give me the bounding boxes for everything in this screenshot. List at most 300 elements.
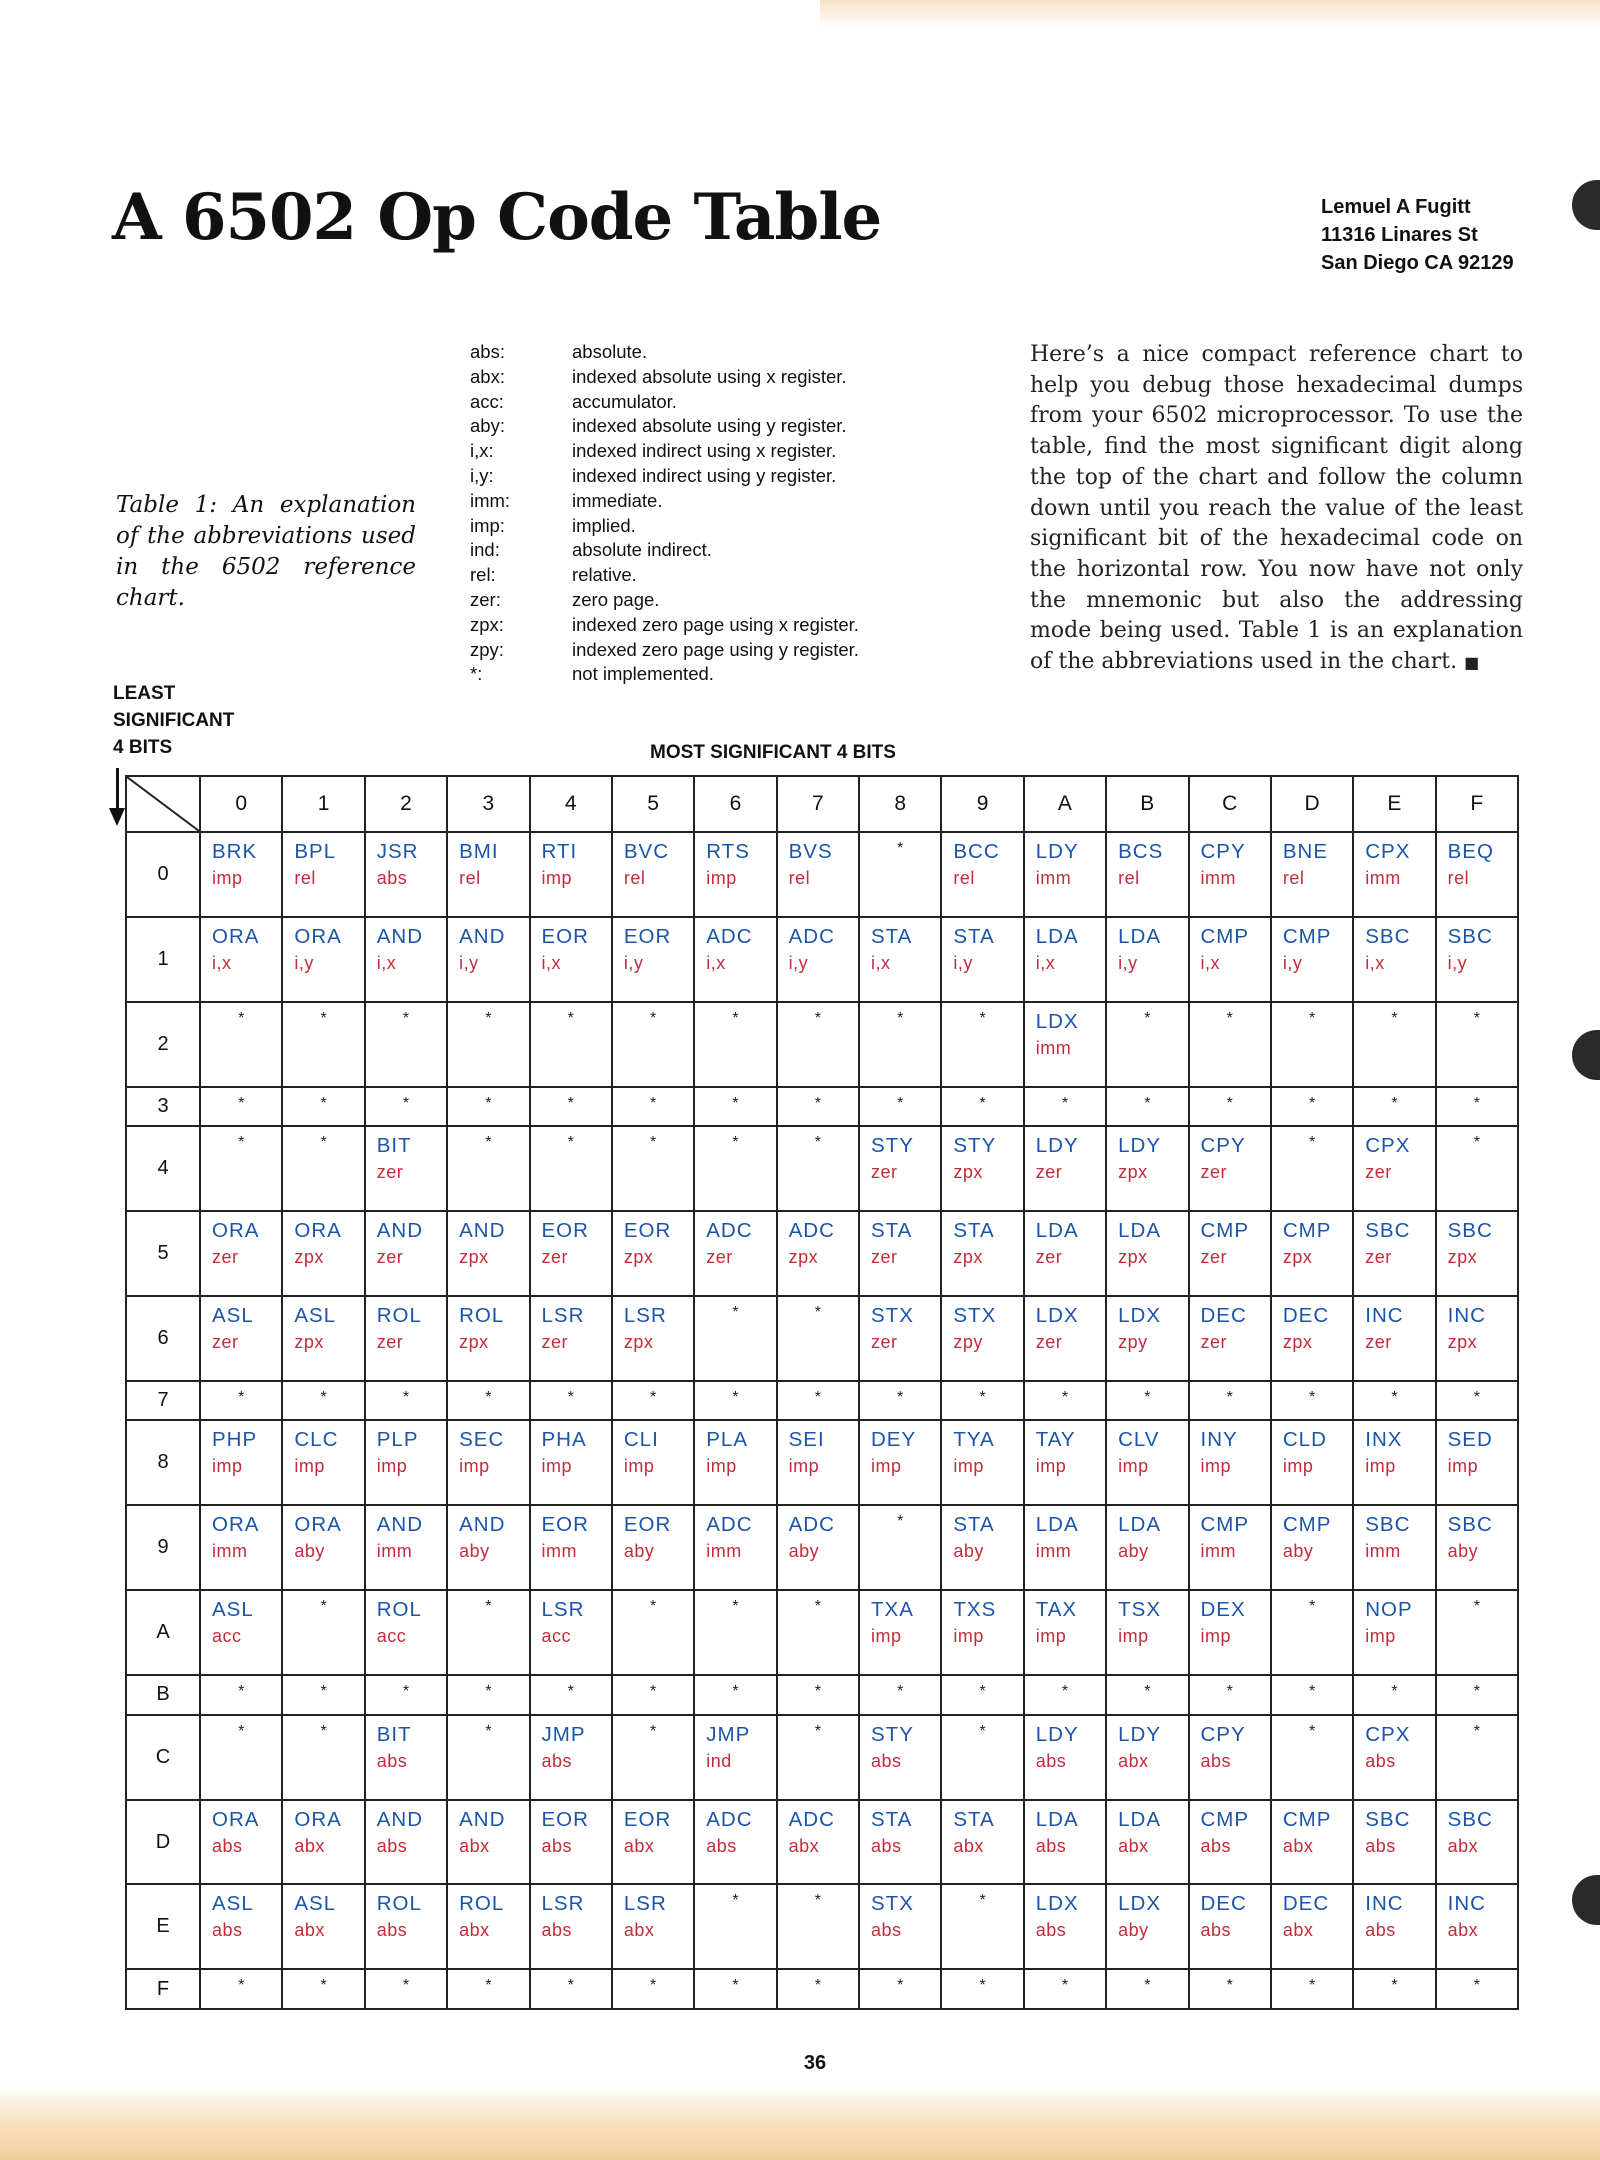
opcode-cell [941,1211,1023,1296]
addressing-mode: abx [1118,1835,1149,1856]
addressing-mode: imp [1200,1626,1232,1647]
mnemonic: EOR [541,1807,589,1831]
mnemonic: CPX [1365,1722,1411,1746]
not-implemented-mark: * [1391,1094,1398,1112]
row-header: 7 [126,1381,200,1421]
opcode-cell [1353,1884,1435,1969]
addressing-mode: abs [1035,1835,1067,1856]
addressing-mode: zer [1200,1331,1228,1352]
addressing-mode: abs [871,1920,902,1941]
row-header: B [126,1675,200,1715]
row-header: C [126,1715,200,1800]
column-header: F [1436,776,1518,832]
mnemonic: CLV [1118,1428,1160,1452]
unimplemented-cell [941,1087,1023,1127]
unimplemented-cell [282,1087,364,1127]
opcode-cell [530,1715,612,1800]
opcode-cell [530,1211,612,1296]
addressing-mode: acc [212,1626,242,1647]
unimplemented-cell [612,1126,694,1211]
opcode-cell [694,1505,776,1590]
addressing-mode: abx [1282,1835,1314,1856]
unimplemented-cell [1436,1002,1518,1087]
not-implemented-mark: * [567,1134,574,1152]
row-header: 5 [126,1211,200,1296]
addressing-mode: abs [1200,1835,1232,1856]
addressing-mode: imm [541,1541,577,1562]
abbreviation-item [470,613,859,638]
opcode-cell [1024,917,1106,1002]
opcode-cell [1353,1505,1435,1590]
not-implemented-mark: * [979,1388,986,1406]
mnemonic: LSR [541,1892,585,1916]
opcode-cell [1353,1715,1435,1800]
unimplemented-cell [282,1381,364,1421]
opcode-cell [1271,832,1353,917]
row-header: 2 [126,1002,200,1087]
opcode-cell [530,1590,612,1675]
addressing-mode: zpx [623,1331,654,1352]
addressing-mode: imm [212,1541,248,1562]
mnemonic: ASL [212,1892,254,1916]
mnemonic: LDY [1118,1722,1162,1746]
unimplemented-cell [365,1969,447,2009]
mnemonic: LDA [1035,924,1079,948]
opcode-cell [1271,1420,1353,1505]
binder-hole-1 [1572,180,1600,230]
mnemonic: SBC [1447,1807,1493,1831]
addressing-mode: abs [376,1835,408,1856]
addressing-mode: abs [376,868,408,888]
addressing-mode: zpx [953,1162,983,1183]
mnemonic: EOR [623,1219,672,1243]
unimplemented-cell [1106,1969,1188,2009]
not-implemented-mark: * [320,1598,327,1616]
addressing-mode: abx [1447,1920,1479,1941]
opcode-cell [1106,1590,1188,1675]
mnemonic: CPX [1365,1134,1411,1158]
author-street: 11316 Linares St [1321,224,1478,246]
addressing-mode: abx [1118,1750,1149,1771]
unimplemented-cell [1436,1969,1518,2009]
unimplemented-cell [200,1126,282,1211]
mnemonic: LDX [1118,1303,1162,1327]
addressing-mode: i,x [871,952,891,973]
opcode-cell [1189,1590,1271,1675]
opcode-cell [1189,1505,1271,1590]
addressing-mode: zpx [1118,1162,1148,1183]
opcode-cell [859,1296,941,1381]
not-implemented-mark: * [732,1094,739,1112]
mnemonic: LDX [1035,1303,1079,1327]
not-implemented-mark: * [649,1722,657,1740]
opcode-cell [447,1884,529,1969]
opcode-cell [1271,1800,1353,1885]
unimplemented-cell [941,1675,1023,1715]
mnemonic: LDA [1118,1807,1162,1831]
unimplemented-cell [777,1087,859,1127]
mnemonic: CPY [1200,1134,1246,1158]
addressing-mode: imm [1035,1037,1072,1058]
column-header: 0 [200,776,282,832]
unimplemented-cell [200,1381,282,1421]
mnemonic: CMP [1282,1513,1332,1537]
mnemonic: PHA [541,1428,587,1452]
not-implemented-mark: * [897,840,904,857]
mnemonic: LSR [623,1892,667,1916]
mnemonic: PLA [706,1428,748,1452]
mnemonic: LDY [1035,840,1079,863]
mnemonic: TAY [1035,1428,1076,1452]
row-header: 9 [126,1505,200,1590]
column-header: 7 [777,776,859,832]
opcode-cell [365,917,447,1002]
opcode-cell [447,1296,529,1381]
abbreviation-desc: indexed absolute using y register. [572,415,847,437]
abbreviation-desc: indexed absolute using x register. [572,365,847,387]
unimplemented-cell [694,1969,776,2009]
addressing-mode: imp [871,1456,902,1477]
lsb-label-line: LEAST [113,683,176,704]
addressing-mode: zer [1200,1247,1228,1268]
mnemonic: LDA [1118,1219,1162,1243]
mnemonic: EOR [541,1219,589,1243]
opcode-cell [612,1505,694,1590]
column-header: 3 [447,776,529,832]
opcode-cell [365,1296,447,1381]
addressing-mode: imm [1365,868,1401,888]
mnemonic: DEC [1282,1303,1330,1327]
unimplemented-cell [1189,1002,1271,1087]
opcode-cell [447,1211,529,1296]
mnemonic: STY [871,1134,914,1158]
not-implemented-mark: * [485,1009,492,1027]
not-implemented-mark: * [732,1598,739,1616]
not-implemented-mark: * [897,1388,904,1406]
mnemonic: LDY [1035,1134,1079,1158]
abbreviation-key: zpy: [470,638,504,660]
not-implemented-mark: * [1473,1598,1480,1616]
not-implemented-mark: * [238,1683,245,1701]
lsb-label-line: 4 BITS [113,737,173,758]
mnemonic: AND [459,1807,506,1831]
addressing-mode: imp [541,1456,573,1477]
not-implemented-mark: * [1473,1683,1480,1701]
addressing-mode: i,x [1200,952,1220,973]
opcode-cell [941,1800,1023,1885]
mnemonic: LDX [1035,1009,1079,1033]
unimplemented-cell [941,1715,1023,1800]
not-implemented-mark: * [1308,1722,1316,1740]
unimplemented-cell [1271,1002,1353,1087]
paper-stain-bottom [0,2085,1600,2160]
opcode-cell [1024,1126,1106,1211]
addressing-mode: acc [541,1626,572,1647]
abbreviation-key: zer: [470,588,501,610]
mnemonic: BRK [212,840,258,863]
unimplemented-cell [365,1002,447,1087]
opcode-cell [777,1420,859,1505]
addressing-mode: rel [1447,868,1470,888]
table-row [126,1969,1518,2009]
addressing-mode: abx [1447,1835,1479,1856]
mnemonic: SED [1447,1428,1493,1452]
opcode-cell [1106,1420,1188,1505]
column-header: D [1271,776,1353,832]
opcode-cell [365,832,447,917]
unimplemented-cell [1271,1590,1353,1675]
not-implemented-mark: * [485,1094,492,1112]
unimplemented-cell [1353,1969,1435,2009]
unimplemented-cell [1271,1126,1353,1211]
opcode-cell [365,1126,447,1211]
addressing-mode: abx [623,1920,655,1941]
not-implemented-mark: * [979,1977,986,1995]
opcode-cell [612,1296,694,1381]
addressing-mode: abs [212,1835,243,1856]
addressing-mode: i,y [953,952,973,973]
unimplemented-cell [612,1590,694,1675]
abbreviation-key: zpx: [470,613,504,635]
table-row [126,832,1518,917]
table-corner [126,776,200,832]
abbreviation-item [470,638,859,663]
not-implemented-mark: * [1144,1683,1151,1701]
opcode-cell [200,1800,282,1885]
unimplemented-cell [530,1381,612,1421]
mnemonic: STY [953,1134,997,1158]
unimplemented-cell [282,1002,364,1087]
opcode-cell [612,917,694,1002]
mnemonic: STY [871,1722,914,1746]
abbreviation-desc: indexed zero page using x register. [572,613,859,635]
lsb-axis-label [113,680,234,761]
addressing-mode: acc [376,1626,407,1647]
addressing-mode: aby [1118,1920,1149,1941]
addressing-mode: zpy [1118,1331,1148,1352]
row-header: 0 [126,832,200,917]
unimplemented-cell [777,1590,859,1675]
addressing-mode: zer [212,1247,239,1268]
addressing-mode: zer [1200,1162,1228,1183]
not-implemented-mark: * [1308,1388,1316,1406]
addressing-mode: imp [212,1456,243,1477]
addressing-mode: abx [1282,1920,1314,1941]
not-implemented-mark: * [1144,1977,1151,1995]
addressing-mode: zpx [953,1247,983,1268]
not-implemented-mark: * [979,1683,986,1701]
addressing-mode: i,x [1035,952,1056,973]
addressing-mode: zpx [788,1247,819,1268]
opcode-cell [941,917,1023,1002]
mnemonic: ADC [706,1219,753,1243]
opcode-cell [200,1590,282,1675]
mnemonic: STA [871,1219,913,1243]
opcode-cell [612,1420,694,1505]
not-implemented-mark: * [814,1977,821,1995]
not-implemented-mark: * [1308,1134,1316,1152]
row-header: D [126,1800,200,1885]
mnemonic: ADC [788,924,835,948]
column-header: 8 [859,776,941,832]
opcode-cell [365,1715,447,1800]
not-implemented-mark: * [814,1683,821,1701]
opcode-cell [200,917,282,1002]
row-header: 4 [126,1126,200,1211]
mnemonic: NOP [1365,1598,1413,1622]
column-header: 6 [694,776,776,832]
unimplemented-cell [777,1884,859,1969]
abbreviation-key: imp: [470,514,505,536]
opcode-cell [1353,917,1435,1002]
addressing-mode: aby [788,1541,820,1562]
table-row [126,1126,1518,1211]
opcode-cell [1024,832,1106,917]
opcode-cell [694,917,776,1002]
mnemonic: STA [953,924,995,948]
mnemonic: BMI [459,840,499,863]
opcode-table [125,775,1519,2010]
mnemonic: JSR [376,840,419,863]
mnemonic: ROL [459,1892,505,1916]
unimplemented-cell [282,1126,364,1211]
addressing-mode: i,y [459,952,479,973]
not-implemented-mark: * [649,1977,657,1995]
opcode-cell [1189,1296,1271,1381]
unimplemented-cell [1271,1381,1353,1421]
addressing-mode: rel [459,868,481,888]
mnemonic: CMP [1200,1513,1250,1537]
addressing-mode: abs [1200,1750,1232,1771]
mnemonic: STA [953,1219,995,1243]
mnemonic: ADC [706,1807,753,1831]
not-implemented-mark: * [238,1722,245,1740]
column-header: 1 [282,776,364,832]
not-implemented-mark: * [897,1094,904,1112]
addressing-mode: abs [706,1835,737,1856]
opcode-cell [200,1296,282,1381]
addressing-mode: imp [1035,1626,1067,1647]
addressing-mode: zer [871,1331,898,1352]
abbreviation-item [470,538,859,563]
addressing-mode: zer [376,1247,404,1268]
abbreviation-desc: relative. [572,564,637,586]
unimplemented-cell [777,1296,859,1381]
not-implemented-mark: * [1308,1009,1316,1027]
mnemonic: LDA [1118,1513,1162,1537]
unimplemented-cell [694,1590,776,1675]
opcode-cell [777,917,859,1002]
unimplemented-cell [530,1969,612,2009]
mnemonic: AND [376,1513,424,1537]
mnemonic: CPY [1200,1722,1246,1746]
not-implemented-mark: * [1061,1094,1069,1112]
not-implemented-mark: * [485,1598,492,1616]
addressing-mode: zer [1035,1331,1063,1352]
unimplemented-cell [1024,1969,1106,2009]
table-row [126,1002,1518,1087]
opcode-cell [694,1800,776,1885]
opcode-cell [1024,1884,1106,1969]
not-implemented-mark: * [1308,1977,1316,1995]
addressing-mode: rel [294,868,316,888]
unimplemented-cell [1271,1715,1353,1800]
opcode-cell [1189,917,1271,1002]
mnemonic: LDY [1035,1722,1079,1746]
mnemonic: BCS [1118,840,1164,863]
addressing-mode: imp [376,1456,408,1477]
addressing-mode: zpx [1282,1331,1313,1352]
mnemonic: LDA [1035,1219,1079,1243]
table-row [126,1715,1518,1800]
abbreviation-item [470,514,859,539]
addressing-mode: zer [376,1162,404,1183]
opcode-cell [694,1715,776,1800]
mnemonic: CMP [1282,924,1332,948]
not-implemented-mark: * [1226,1388,1233,1406]
not-implemented-mark: * [979,1094,986,1112]
mnemonic: JMP [706,1722,751,1746]
opcode-cell [1353,1296,1435,1381]
opcode-cell [1189,1420,1271,1505]
mnemonic: LSR [541,1303,585,1327]
not-implemented-mark: * [979,1009,986,1027]
not-implemented-mark: * [485,1722,492,1740]
unimplemented-cell [365,1087,447,1127]
mnemonic: STX [871,1892,914,1916]
opcode-cell [612,1884,694,1969]
addressing-mode: imp [953,1456,984,1477]
unimplemented-cell [1106,1087,1188,1127]
addressing-mode: imp [953,1626,984,1647]
abbreviation-item [470,365,859,390]
addressing-mode: abs [1365,1920,1396,1941]
unimplemented-cell [777,1675,859,1715]
addressing-mode: aby [1118,1541,1149,1562]
opcode-cell [1271,1884,1353,1969]
addressing-mode: zpx [1282,1247,1313,1268]
not-implemented-mark: * [897,1009,904,1027]
addressing-mode: imp [706,1456,737,1477]
mnemonic: ROL [376,1892,422,1916]
opcode-cell [1353,1126,1435,1211]
unimplemented-cell [447,1002,529,1087]
addressing-mode: imp [459,1456,490,1477]
addressing-mode: i,x [706,952,726,973]
opcode-cell [941,832,1023,917]
arrow-head-icon [109,808,125,826]
addressing-mode: imm [1035,1541,1072,1562]
not-implemented-mark: * [814,1892,821,1910]
not-implemented-mark: * [732,1009,739,1027]
unimplemented-cell [1436,1675,1518,1715]
opcode-cell [365,1800,447,1885]
addressing-mode: abx [788,1835,820,1856]
opcode-cell [447,1420,529,1505]
table-row [126,1590,1518,1675]
not-implemented-mark: * [1144,1009,1151,1027]
not-implemented-mark: * [402,1094,410,1112]
column-header: B [1106,776,1188,832]
unimplemented-cell [530,1002,612,1087]
column-header: A [1024,776,1106,832]
page-number: 36 [803,2052,827,2074]
abbreviation-key: imm: [470,489,511,511]
addressing-mode: abs [1035,1750,1067,1771]
addressing-mode: imp [1118,1626,1149,1647]
opcode-cell [1024,1002,1106,1087]
mnemonic: BNE [1282,840,1329,863]
